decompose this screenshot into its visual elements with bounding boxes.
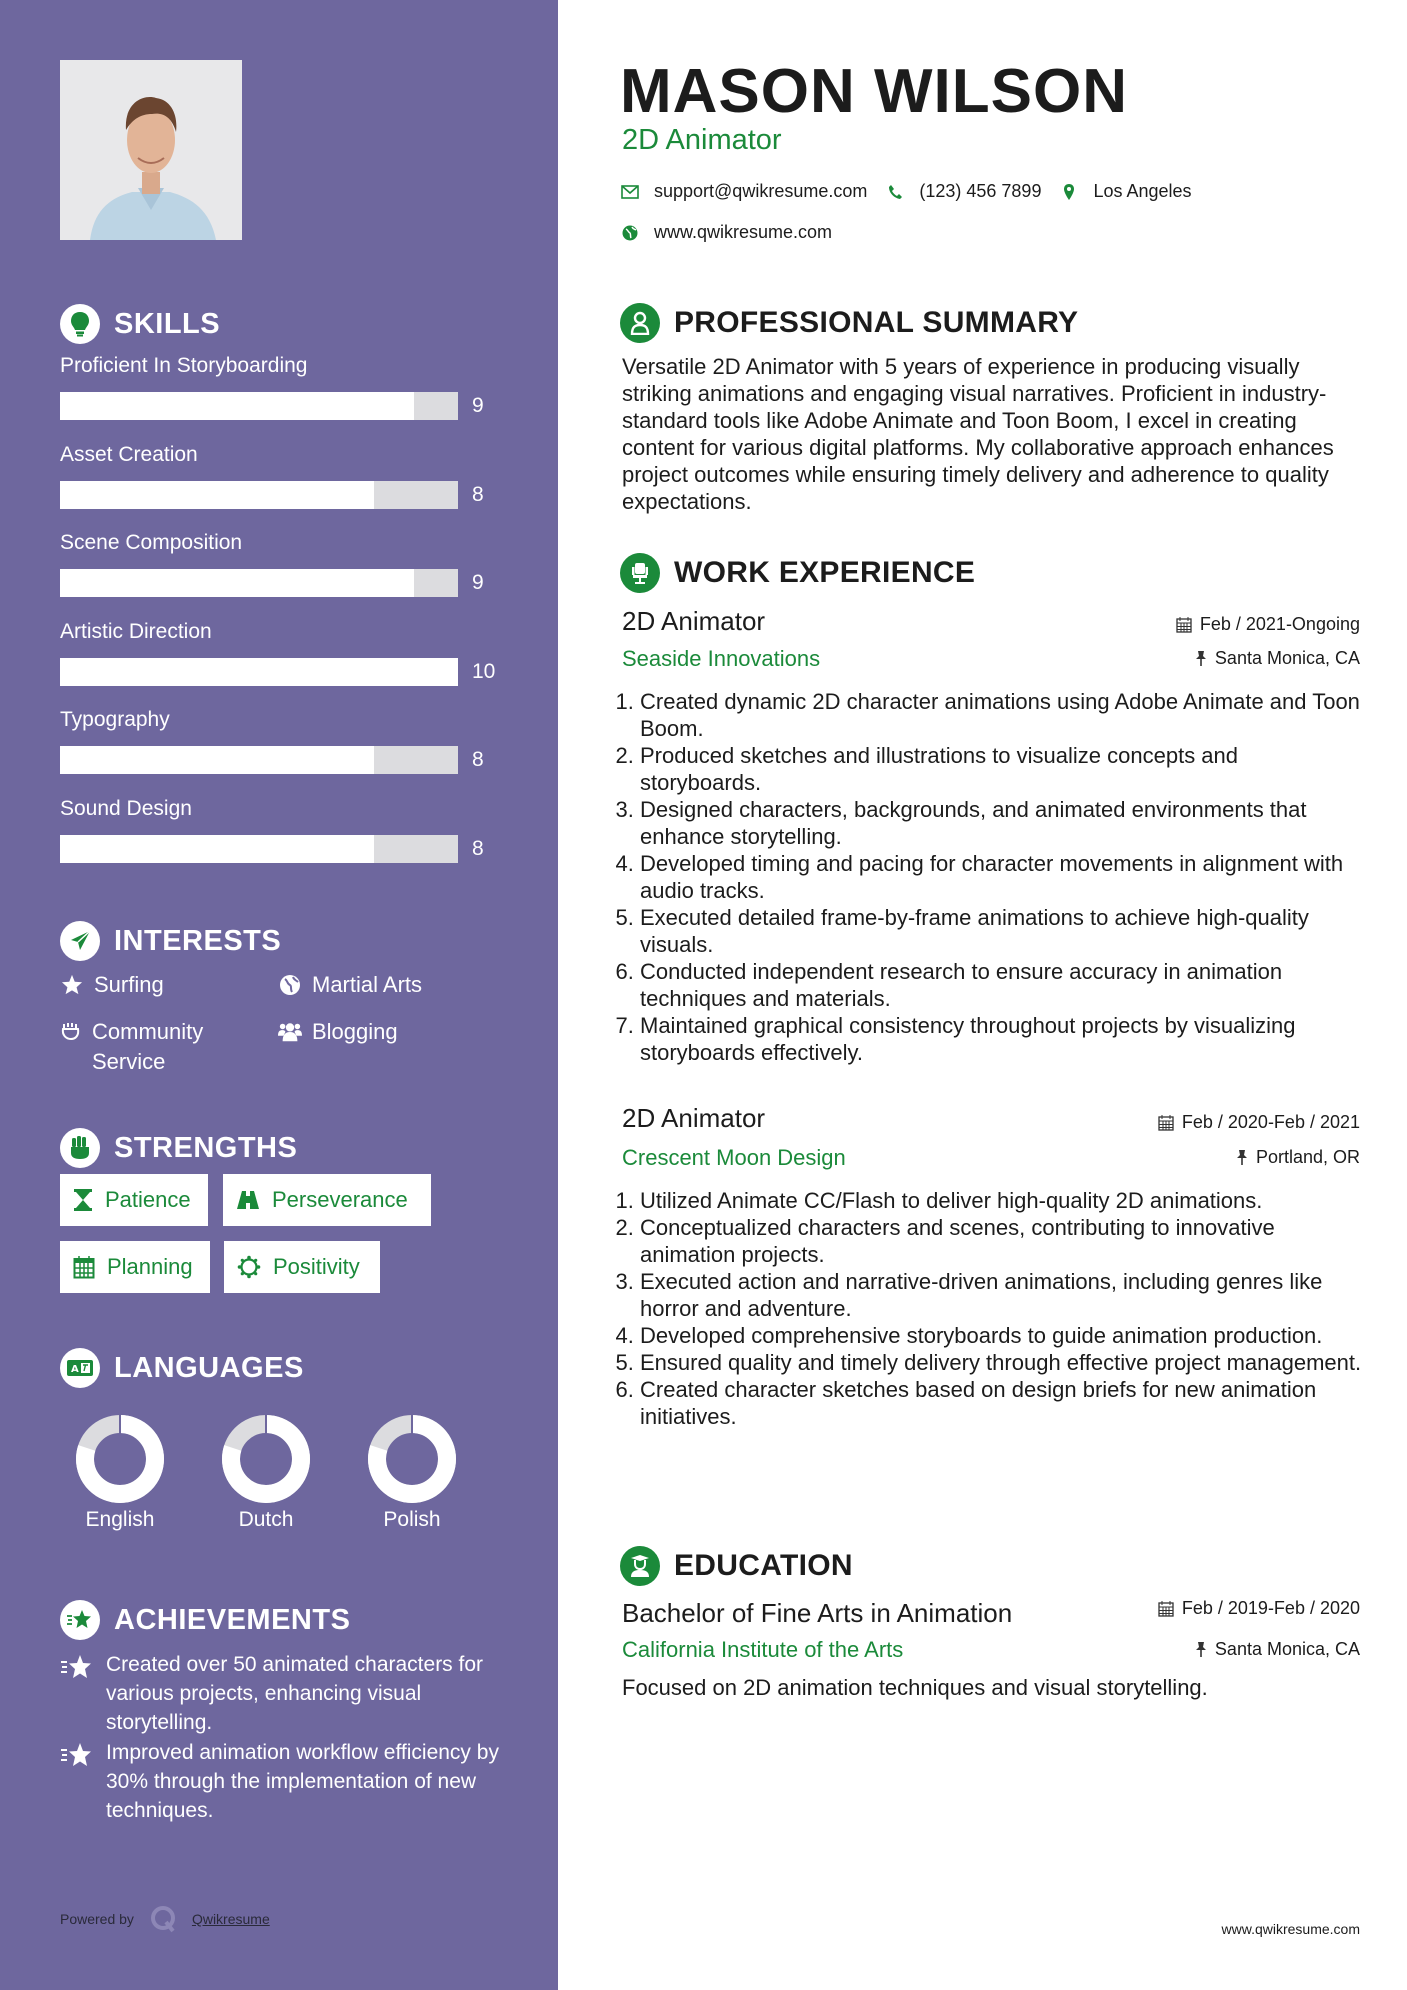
strength-chip: Patience bbox=[60, 1174, 208, 1226]
job-duties bbox=[614, 688, 1364, 1066]
skill-label: Asset Creation bbox=[60, 442, 198, 466]
languages-heading: A LANGUAGES bbox=[60, 1346, 304, 1390]
summary-heading: PROFESSIONAL SUMMARY bbox=[620, 303, 1078, 343]
language-donut bbox=[367, 1414, 457, 1504]
shooting-star-icon bbox=[60, 1650, 94, 1737]
skill-label: Proficient In Storyboarding bbox=[60, 354, 308, 377]
pushpin-icon bbox=[1236, 1149, 1248, 1166]
sidebar bbox=[0, 0, 558, 1990]
calendar-icon bbox=[1158, 1114, 1174, 1131]
interest-item: Blogging bbox=[278, 1017, 518, 1047]
education-dates: Feb / 2019-Feb / 2020 bbox=[1158, 1598, 1360, 1619]
interest-item: Community Service bbox=[60, 1017, 260, 1077]
chair-icon bbox=[620, 553, 660, 593]
fist-icon bbox=[60, 1128, 100, 1168]
strength-chip: Planning bbox=[60, 1241, 210, 1293]
calendar-icon bbox=[1158, 1600, 1174, 1617]
duty-item: 2. Produced sketches and illustrations to visualize concepts and storyboards. bbox=[640, 742, 1364, 796]
skill-bar-fill bbox=[60, 481, 374, 509]
skills-heading: SKILLS bbox=[60, 302, 220, 346]
skill-bar bbox=[60, 481, 458, 509]
job-title: 2D Animator bbox=[622, 1103, 766, 1133]
shooting-star-icon bbox=[60, 1600, 100, 1640]
skill-rating: 8 bbox=[472, 836, 484, 860]
strengths-heading: STRENGTHS bbox=[60, 1126, 297, 1170]
summary-text: Versatile 2D Animator with 5 years of experience in producing visually striking animations and engaging visual narratives. Proficient in industry-standard tools like Adobe Animate and Toon Boom, I excel in creating content for various digital platforms. My collaborative approach enhances project outcomes while ensuring timely delivery and adherence to quality expectations. bbox=[622, 354, 1334, 514]
phone-icon bbox=[885, 184, 905, 200]
duty-item: 5. Ensured quality and timely delivery through effective project management. bbox=[640, 1349, 1364, 1376]
skill-bar bbox=[60, 392, 458, 420]
interest-item: Martial Arts bbox=[278, 970, 518, 1000]
duty-item: 5. Executed detailed frame-by-frame animations to achieve high-quality visuals. bbox=[640, 904, 1364, 958]
language-label: Polish bbox=[383, 1508, 441, 1531]
duty-item: 3. Designed characters, backgrounds, and animated environments that enhance storytelling. bbox=[640, 796, 1364, 850]
graduate-icon bbox=[620, 1546, 660, 1586]
website-link[interactable]: www.qwikresume.com bbox=[654, 222, 833, 242]
pushpin-icon bbox=[1195, 650, 1207, 667]
svg-text:A: A bbox=[71, 1364, 79, 1375]
candidate-name: MASON WILSON bbox=[620, 57, 1128, 126]
job-duties bbox=[614, 1187, 1364, 1430]
skill-rating: 9 bbox=[472, 394, 484, 417]
lightbulb-icon bbox=[60, 304, 100, 344]
calendar-icon bbox=[1176, 616, 1192, 633]
achievement-item: Created over 50 animated characters for various projects, enhancing visual storytelling. bbox=[60, 1650, 500, 1737]
user-icon bbox=[620, 303, 660, 343]
road-icon bbox=[236, 1190, 260, 1210]
language-label: English bbox=[85, 1508, 155, 1531]
skill-bar-fill bbox=[60, 658, 458, 686]
contact-row bbox=[620, 181, 1192, 202]
pushpin-icon bbox=[1195, 1641, 1207, 1658]
duty-item: 1. Created dynamic 2D character animations using Adobe Animate and Toon Boom. bbox=[640, 688, 1364, 742]
skill-bar-fill bbox=[60, 392, 414, 420]
duty-item: 2. Conceptualized characters and scenes, contributing to innovative animation projects. bbox=[640, 1214, 1364, 1268]
paper-plane-icon bbox=[60, 921, 100, 961]
qwikresume-logo-icon bbox=[148, 1904, 178, 1934]
achievement-item: Improved animation workflow efficiency by 30% through the implementation of new techniques. bbox=[60, 1738, 500, 1825]
skill-bar bbox=[60, 569, 458, 597]
profile-photo bbox=[60, 60, 242, 240]
interests-heading: INTERESTS bbox=[60, 919, 281, 963]
globe-icon bbox=[278, 970, 302, 996]
skill-label: Scene Composition bbox=[60, 531, 243, 554]
skill-rating: 9 bbox=[472, 571, 484, 594]
strength-chip: Positivity bbox=[224, 1241, 380, 1293]
job-location: Santa Monica, CA bbox=[1195, 648, 1360, 669]
experience-heading: WORK EXPERIENCE bbox=[620, 553, 975, 593]
company-name: Seaside Innovations bbox=[622, 646, 821, 671]
duty-item: 6. Conducted independent research to ensure accuracy in animation techniques and materials. bbox=[640, 958, 1364, 1012]
language-donut bbox=[221, 1414, 311, 1504]
degree: Bachelor of Fine Arts in Animation bbox=[622, 1598, 1013, 1628]
education-description: Focused on 2D animation techniques and visual storytelling. bbox=[622, 1675, 1208, 1700]
skill-bar bbox=[60, 746, 458, 774]
candidate-title: 2D Animator bbox=[622, 124, 782, 156]
strength-chip: Perseverance bbox=[223, 1174, 431, 1226]
skill-rating: 8 bbox=[472, 748, 484, 771]
duty-item: 6. Created character sketches based on design briefs for new animation initiatives. bbox=[640, 1376, 1364, 1430]
school-name: California Institute of the Arts bbox=[622, 1637, 904, 1662]
hand-icon bbox=[60, 1017, 82, 1041]
skill-rating: 10 bbox=[472, 659, 496, 683]
job-dates: Feb / 2020-Feb / 2021 bbox=[1158, 1112, 1360, 1133]
powered-by: Powered by Qwikresume bbox=[60, 1904, 270, 1934]
translate-icon bbox=[60, 1348, 100, 1388]
hourglass-icon bbox=[73, 1188, 93, 1212]
skill-rating: 8 bbox=[472, 482, 484, 506]
skill-label: Sound Design bbox=[60, 796, 192, 820]
skill-bar bbox=[60, 658, 458, 686]
map-pin-icon bbox=[1059, 183, 1079, 201]
duty-item: 1. Utilized Animate CC/Flash to deliver high-quality 2D animations. bbox=[640, 1187, 1364, 1214]
qwikresume-link[interactable]: Qwikresume bbox=[191, 1911, 270, 1927]
calendar-icon bbox=[73, 1255, 95, 1279]
skill-bar-fill bbox=[60, 746, 374, 774]
interest-item: Surfing bbox=[60, 970, 260, 1000]
location: Los Angeles bbox=[1093, 181, 1192, 201]
skill-bar-fill bbox=[60, 835, 374, 863]
skill-bar bbox=[60, 835, 458, 863]
job-title: 2D Animator bbox=[622, 606, 766, 636]
footer-website[interactable]: www.qwikresume.com bbox=[1221, 1921, 1360, 1937]
duty-item: 7. Maintained graphical consistency throughout projects by visualizing storyboards effectively. bbox=[640, 1012, 1364, 1066]
star-icon bbox=[60, 970, 84, 995]
skill-label: Artistic Direction bbox=[60, 619, 212, 643]
website-row bbox=[620, 222, 832, 243]
duty-item: 4. Developed comprehensive storyboards to guide animation production. bbox=[640, 1322, 1364, 1349]
globe-icon bbox=[620, 225, 640, 241]
job-location: Portland, OR bbox=[1236, 1147, 1360, 1168]
job-dates: Feb / 2021-Ongoing bbox=[1176, 614, 1360, 635]
email[interactable]: support@qwikresume.com bbox=[654, 181, 868, 201]
achievements-heading: ACHIEVEMENTS bbox=[60, 1598, 350, 1642]
sun-icon bbox=[237, 1255, 261, 1279]
duty-item: 3. Executed action and narrative-driven animations, including genres like horror and adventure. bbox=[640, 1268, 1364, 1322]
duty-item: 4. Developed timing and pacing for character movements in alignment with audio tracks. bbox=[640, 850, 1364, 904]
language-label: Dutch bbox=[238, 1508, 294, 1531]
language-donut bbox=[75, 1414, 165, 1504]
skill-bar-fill bbox=[60, 569, 414, 597]
education-heading: EDUCATION bbox=[620, 1546, 853, 1586]
education-location: Santa Monica, CA bbox=[1195, 1639, 1360, 1660]
company-name: Crescent Moon Design bbox=[622, 1145, 846, 1170]
envelope-icon bbox=[620, 185, 640, 199]
shooting-star-icon bbox=[60, 1738, 94, 1825]
phone[interactable]: (123) 456 7899 bbox=[919, 181, 1042, 201]
skill-label: Typography bbox=[60, 708, 170, 731]
users-icon bbox=[278, 1017, 302, 1043]
